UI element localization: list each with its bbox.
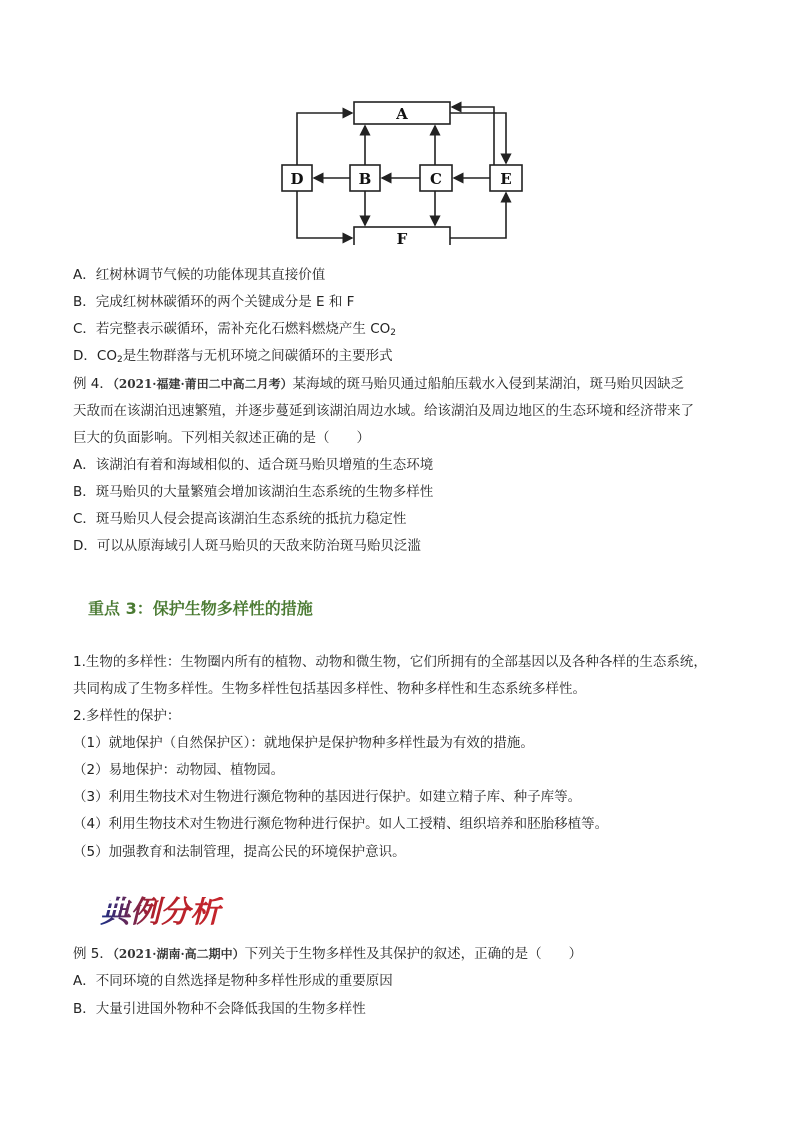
arrow-d-a <box>297 113 352 165</box>
section-item-4: （4）利用生物技术对生物进行濒危物种进行保护。如人工授精、组织培养和胚胎移植等。 <box>73 816 609 832</box>
example5-option-b: B．大量引进国外物种不会降低我国的生物多样性 <box>73 1001 366 1017</box>
q3-option-c-text: C．若完整表示碳循环，需补充化石燃料燃烧产生 CO <box>73 321 391 337</box>
banner-text: 典例分析 <box>100 895 220 930</box>
section-p2: 2.多样性的保护： <box>73 708 181 724</box>
arrow-f-e <box>450 193 506 238</box>
q3-option-c <box>73 319 396 343</box>
example4-option-a: A．该湖泊有着和海域相似的、适合斑马贻贝增殖的生态环境 <box>73 457 434 473</box>
example5-label: 例 5． <box>73 946 113 962</box>
example4-stem-text1: 某海域的斑马贻贝通过船舶压载水入侵到某湖泊，斑马贻贝因缺乏 <box>292 376 685 392</box>
q3-option-c-sub: 2 <box>390 328 397 338</box>
section-p1-line1: 1.生物的多样性：生物圈内所有的植物、动物和微生物，它们所拥有的全部基因以及各种各样的生态系统， <box>73 654 707 670</box>
example4-source: （2021·福建·莆田二中高二月考） <box>112 377 293 391</box>
node-f-label: F <box>396 230 408 245</box>
node-e-label: E <box>500 170 512 188</box>
carbon-cycle-diagram <box>270 95 526 245</box>
example4-option-b: B．斑马贻贝的大量繁殖会增加该湖泊生态系统的生物多样性 <box>73 484 434 500</box>
q3-option-a: A．红树林调节气候的功能体现其直接价值 <box>73 267 326 283</box>
arrow-d-f <box>297 191 352 238</box>
section-p1-line2: 共同构成了生物多样性。生物多样性包括基因多样性、物种多样性和生态系统多样性。 <box>73 681 586 697</box>
q3-option-b: B．完成红树林碳循环的两个关键成分是 E 和 F <box>73 294 355 310</box>
section-item-5: （5）加强教育和法制管理，提高公民的环境保护意识。 <box>73 844 406 860</box>
example5-option-a: A．不同环境的自然选择是物种多样性形成的重要原因 <box>73 973 393 989</box>
example4-stem-line3: 巨大的负面影响。下列相关叙述正确的是（ ） <box>73 430 370 446</box>
typical-example-banner <box>98 888 238 932</box>
example5-stem <box>73 944 582 964</box>
node-a-label: A <box>396 105 408 123</box>
example4-stem-line2: 天敌而在该湖泊迅速繁殖，并逐步蔓延到该湖泊周边水域。给该湖泊及周边地区的生态环境和经济带来了 <box>73 403 694 419</box>
example4-label: 例 4． <box>73 376 113 392</box>
node-b-label: B <box>358 170 372 188</box>
example4-stem-line1 <box>73 374 684 394</box>
example5-stem-text: 下列关于生物多样性及其保护的叙述，正确的是（ ） <box>244 946 583 962</box>
q3-option-d-sub: 2 <box>116 355 123 365</box>
q3-option-d-text: 是生物群落与无机环境之间碳循环的主要形式 <box>122 348 393 364</box>
example4-option-d: D．可以从原海域引人斑马贻贝的天敌来防治斑马贻贝泛滥 <box>73 538 421 554</box>
section-item-3: （3）利用生物技术对生物进行濒危物种的基因进行保护。如建立精子库、种子库等。 <box>73 789 582 805</box>
q3-option-d <box>73 346 393 370</box>
section-heading: 重点 3：保护生物多样性的措施 <box>88 599 313 618</box>
example5-source: （2021·湖南·高二期中） <box>112 947 245 961</box>
node-d-label: D <box>290 170 304 188</box>
node-c-label: C <box>430 170 442 188</box>
example4-option-c: C．斑马贻贝人侵会提高该湖泊生态系统的抵抗力稳定性 <box>73 511 407 527</box>
section-item-2: （2）易地保护：动物园、植物园。 <box>73 762 285 778</box>
arrow-e-a <box>452 107 494 165</box>
q3-option-d-prefix: D．CO <box>73 348 117 364</box>
section-item-1: （1）就地保护（自然保护区）：就地保护是保护物种多样性最为有效的措施。 <box>73 735 534 751</box>
arrow-a-e <box>450 113 506 163</box>
